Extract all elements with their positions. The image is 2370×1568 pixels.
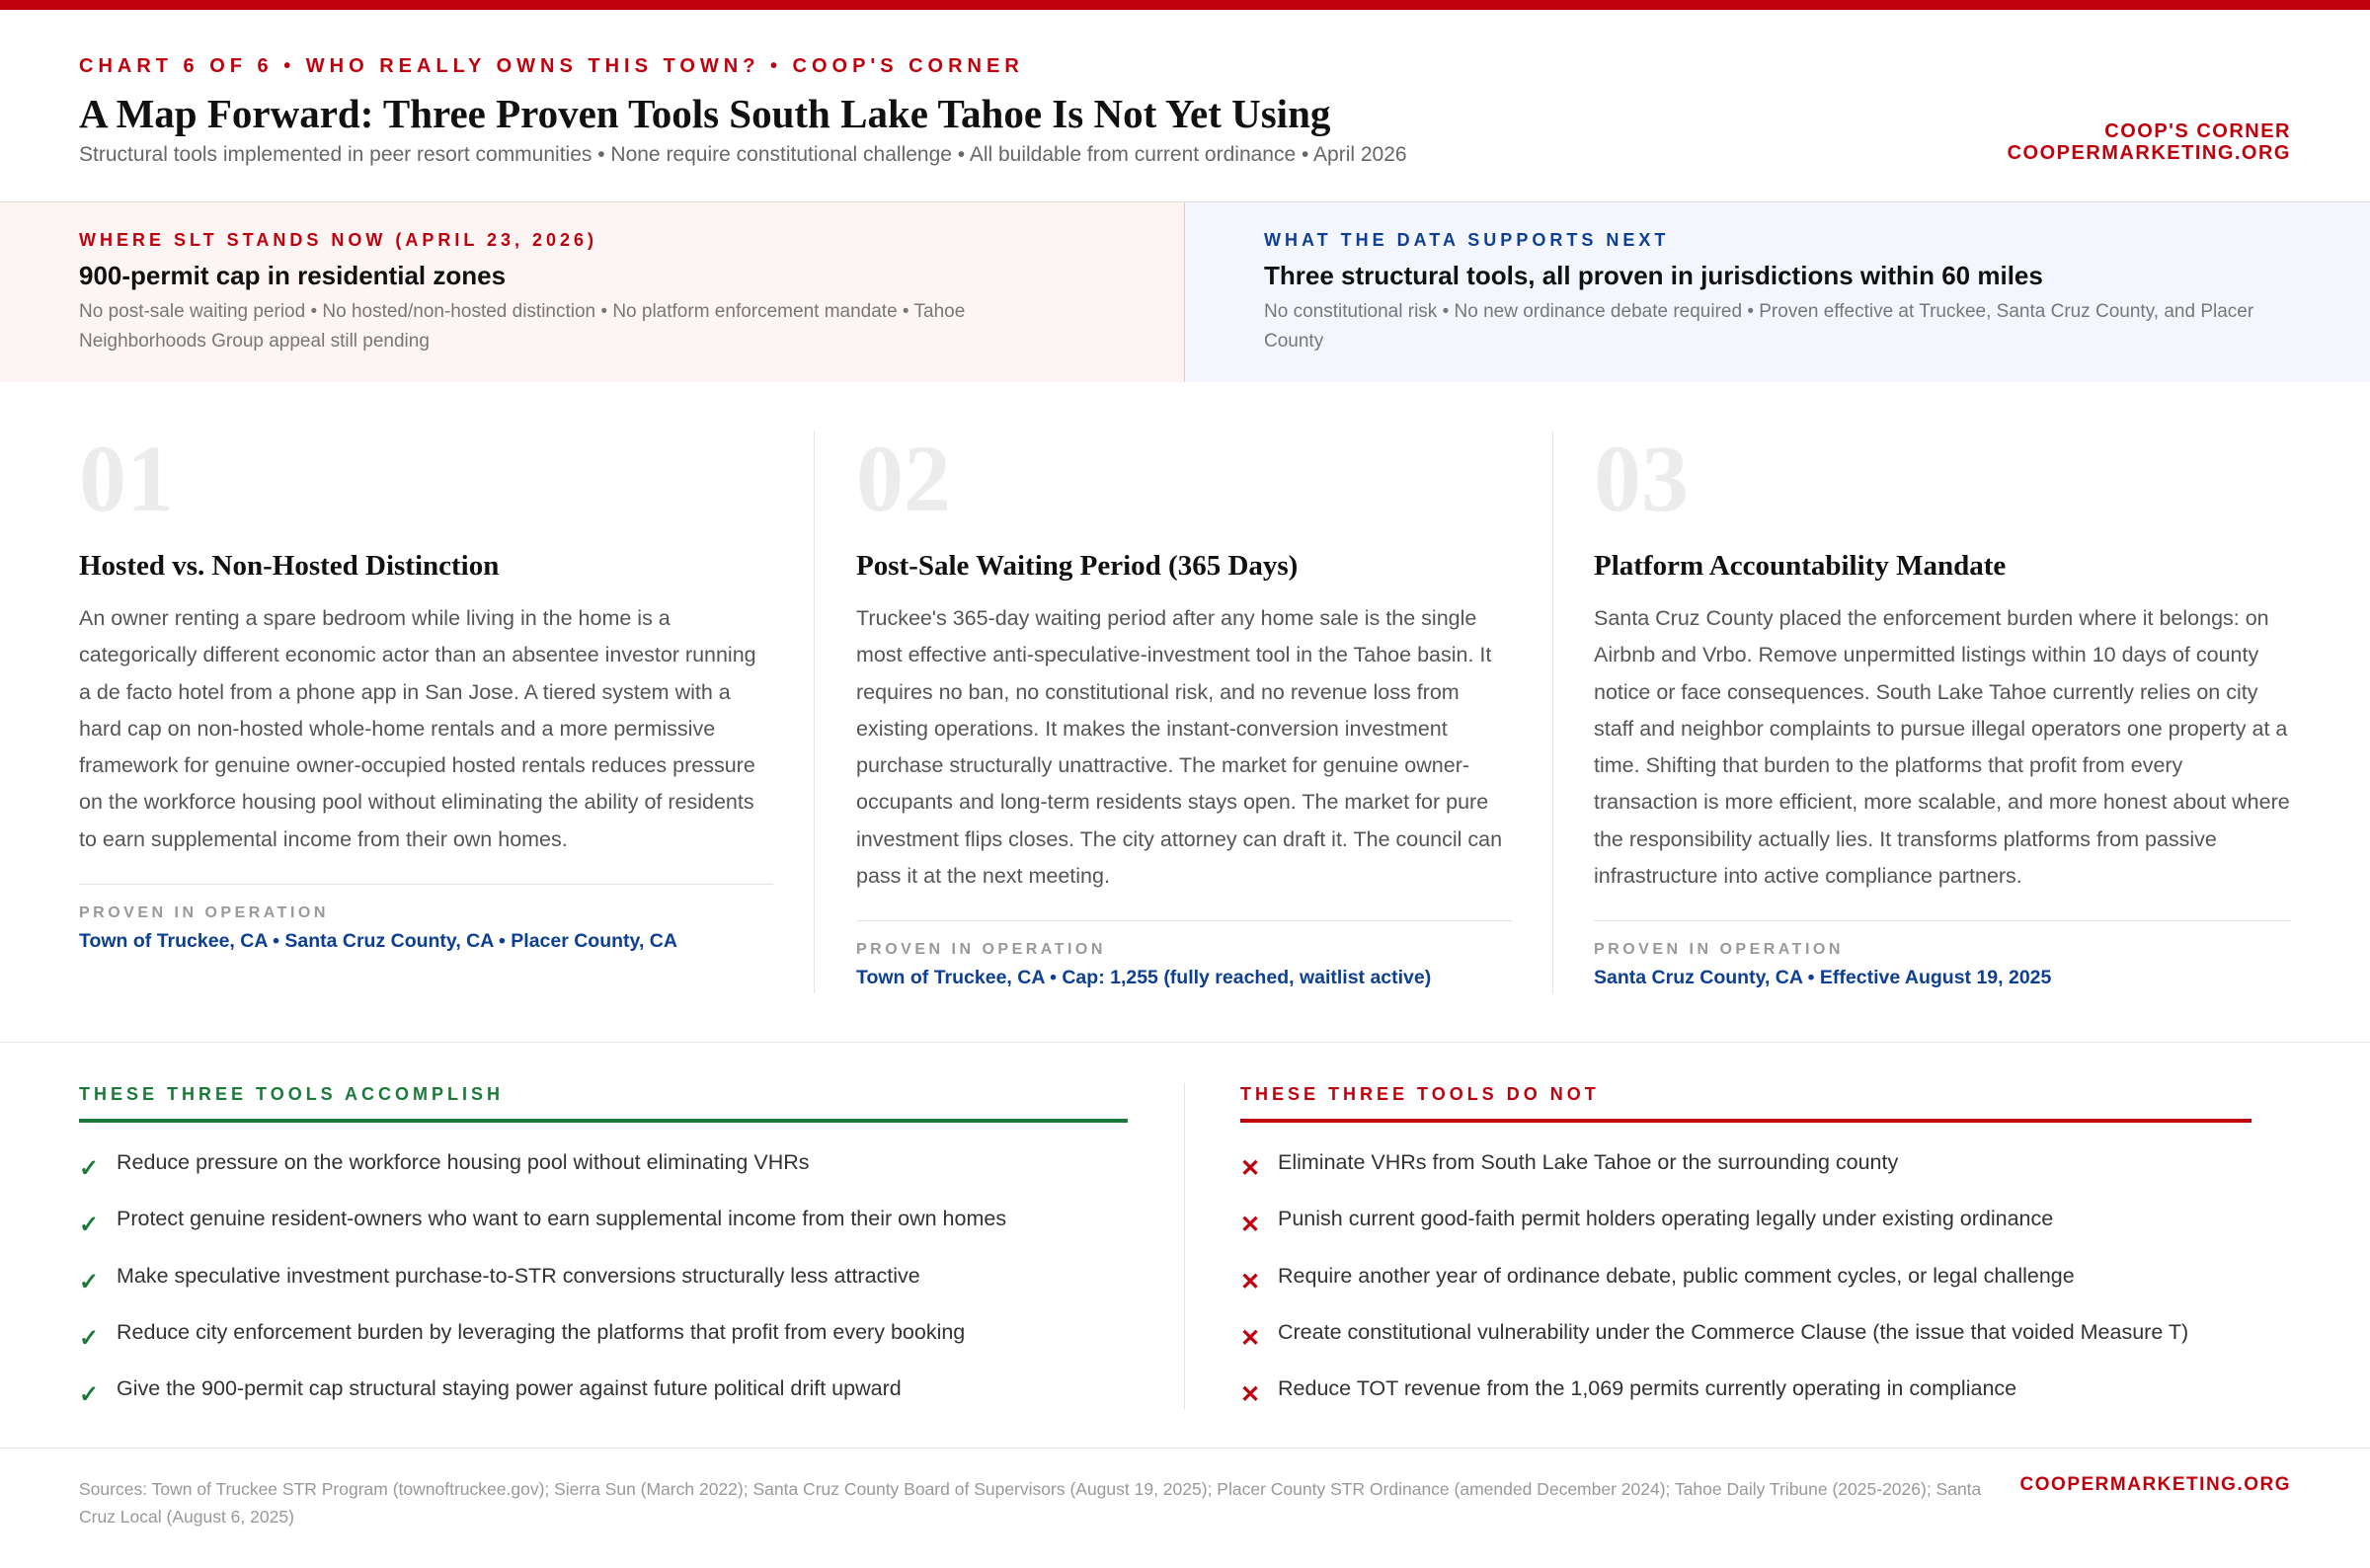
list-item-text: Eliminate VHRs from South Lake Tahoe or the surrounding county — [1278, 1150, 1899, 1174]
page-title: A Map Forward: Three Proven Tools South Lake Tahoe Is Not Yet Using — [79, 91, 1331, 136]
list-item-text: Reduce TOT revenue from the 1,069 permits currently operating in compliance — [1278, 1376, 2017, 1401]
accomplish-heading: THESE THREE TOOLS ACCOMPLISH — [79, 1084, 505, 1104]
list-item-text: Punish current good-faith permit holders operating legally under existing ordinance — [1278, 1207, 2054, 1231]
divider — [79, 884, 773, 885]
proven-label: PROVEN IN OPERATION — [856, 941, 1106, 959]
check-icon: ✓ — [79, 1268, 100, 1295]
accomplish-rule — [79, 1119, 1128, 1123]
tool-number: 02 — [856, 426, 951, 531]
tool-title: Post-Sale Waiting Period (365 Days) — [856, 550, 1299, 582]
proven-label: PROVEN IN OPERATION — [1594, 941, 1844, 959]
check-icon: ✓ — [79, 1155, 100, 1182]
x-icon: ✕ — [1240, 1381, 1261, 1409]
list-item-text: Give the 900-permit cap structural staying power against future political drift upward — [117, 1376, 902, 1401]
page-subtitle: Structural tools implemented in peer resort communities • None require constitutional challenge • All buildable from current ordinance • April 2026 — [79, 143, 1407, 166]
list-item — [79, 1197, 1128, 1253]
list-item — [1240, 1254, 2252, 1310]
footer-brand: COOPERMARKETING.ORG — [2019, 1474, 2291, 1495]
do-not-heading: THESE THREE TOOLS DO NOT — [1240, 1084, 1600, 1104]
status-panels — [0, 201, 2370, 382]
brand-name: COOP'S CORNER — [2104, 120, 2291, 142]
do-not-column — [1240, 1084, 2252, 1423]
outcomes-section — [0, 1044, 2370, 1449]
x-icon: ✕ — [1240, 1324, 1261, 1352]
tool-card-waiting-period — [856, 426, 1512, 989]
list-item — [79, 1310, 1128, 1367]
x-icon: ✕ — [1240, 1268, 1261, 1295]
panel-current-status — [0, 202, 1185, 382]
check-icon: ✓ — [79, 1212, 100, 1239]
tool-card-platform-mandate — [1594, 426, 2291, 989]
column-divider — [1552, 431, 1553, 993]
list-item — [1240, 1310, 2252, 1367]
panel-label: WHERE SLT STANDS NOW (APRIL 23, 2026) — [79, 230, 598, 250]
panel-title: Three structural tools, all proven in jurisdictions within 60 miles — [1264, 261, 2043, 290]
page-header — [79, 55, 2291, 167]
divider — [1594, 920, 2291, 921]
column-divider — [1184, 1083, 1185, 1409]
do-not-list — [1240, 1140, 2252, 1423]
list-item-text: Make speculative investment purchase-to-STR conversions structurally less attractive — [117, 1263, 920, 1288]
list-item — [1240, 1140, 2252, 1197]
x-icon: ✕ — [1240, 1212, 1261, 1239]
accomplish-list — [79, 1140, 1128, 1423]
brand-site: COOPERMARKETING.ORG — [2007, 142, 2291, 164]
tool-card-hosted — [79, 426, 773, 953]
column-divider — [814, 431, 815, 993]
x-icon: ✕ — [1240, 1155, 1261, 1182]
chart-kicker: CHART 6 OF 6 • WHO REALLY OWNS THIS TOWN? • COOP'S CORNER — [79, 55, 1024, 77]
check-icon: ✓ — [79, 1324, 100, 1352]
list-item-text: Reduce pressure on the workforce housing pool without eliminating VHRs — [117, 1150, 810, 1174]
header-brand — [2008, 120, 2291, 164]
tool-title: Hosted vs. Non-Hosted Distinction — [79, 550, 500, 582]
proven-jurisdictions: Town of Truckee, CA • Cap: 1,255 (fully reached, waitlist active) — [856, 967, 1432, 989]
list-item — [79, 1254, 1128, 1310]
list-item-text: Reduce city enforcement burden by leveraging the platforms that profit from every booking — [117, 1319, 966, 1344]
panel-title: 900-permit cap in residential zones — [79, 261, 507, 290]
tool-title: Platform Accountability Mandate — [1594, 550, 2007, 582]
check-icon: ✓ — [79, 1381, 100, 1409]
accomplish-column — [79, 1084, 1128, 1423]
tool-body: Santa Cruz County placed the enforcement burden where it belongs: on Airbnb and Vrbo. Remove unpermitted listings within 10 days of county notice or face consequences. South Lake Tahoe currently relies on city staff and neighbor complaints to pursue illegal operators one property at a time. Shifting that burden to the platforms that profit from every transaction is more efficient, more scalable, and more honest about where the responsibility actually lies. It transforms platforms from passive infrastructure into active compliance partners. — [1594, 606, 2290, 889]
tool-body: Truckee's 365-day waiting period after any home sale is the single most effective anti-speculative-investment tool in the Tahoe basin. It requires no ban, no constitutional risk, and no revenue loss from existing operations. It makes the instant-conversion investment purchase structurally unattractive. The market for genuine owner-occupants and long-term residents stays open. The market for pure investment flips closes. The city attorney can draft it. The council can pass it at the next meeting. — [856, 606, 1503, 889]
list-item-text: Create constitutional vulnerability under the Commerce Clause (the issue that voided Measure T) — [1278, 1319, 2189, 1344]
do-not-rule — [1240, 1119, 2252, 1123]
tool-number: 01 — [79, 426, 174, 531]
panel-next-steps — [1185, 202, 2370, 382]
list-item — [1240, 1197, 2252, 1253]
tool-body: An owner renting a spare bedroom while living in the home is a categorically different economic actor than an absentee investor running a de facto hotel from a phone app in San Jose. A tiered system with a hard cap on non-hosted whole-home rentals and a more permissive framework for genuine owner-occupied hosted rentals reduces pressure on the workforce housing pool without eliminating the ability of residents to earn supplemental income from their own homes. — [79, 606, 756, 851]
panel-label: WHAT THE DATA SUPPORTS NEXT — [1264, 230, 1670, 250]
list-item — [79, 1367, 1128, 1423]
proven-label: PROVEN IN OPERATION — [79, 904, 329, 922]
tool-number: 03 — [1594, 426, 1689, 531]
divider — [856, 920, 1512, 921]
top-accent-bar — [0, 0, 2370, 10]
list-item-text: Protect genuine resident-owners who want to earn supplemental income from their own homes — [117, 1207, 1007, 1231]
proven-jurisdictions: Santa Cruz County, CA • Effective August 19, 2025 — [1594, 967, 2052, 989]
panel-text: No constitutional risk • No new ordinance debate required • Proven effective at Truckee, Santa Cruz County, and Placer County — [1264, 301, 2254, 352]
proven-jurisdictions: Town of Truckee, CA • Santa Cruz County, CA • Placer County, CA — [79, 930, 677, 953]
sources-note: Sources: Town of Truckee STR Program (townoftruckee.gov); Sierra Sun (March 2022); Santa Cruz County Board of Supervisors (August 19, 2025); Placer County STR Ordinance (amended December 2024); Tahoe Daily Tribune (2025-2026); Santa Cruz Local (August 6, 2025) — [79, 1479, 1982, 1527]
panel-text: No post-sale waiting period • No hosted/non-hosted distinction • No platform enforcement mandate • Tahoe Neighborhoods Group appeal still pending — [79, 301, 966, 352]
list-item-text: Require another year of ordinance debate, public comment cycles, or legal challenge — [1278, 1263, 2075, 1288]
list-item — [79, 1140, 1128, 1197]
list-item — [1240, 1367, 2252, 1423]
tools-section — [0, 383, 2370, 1043]
